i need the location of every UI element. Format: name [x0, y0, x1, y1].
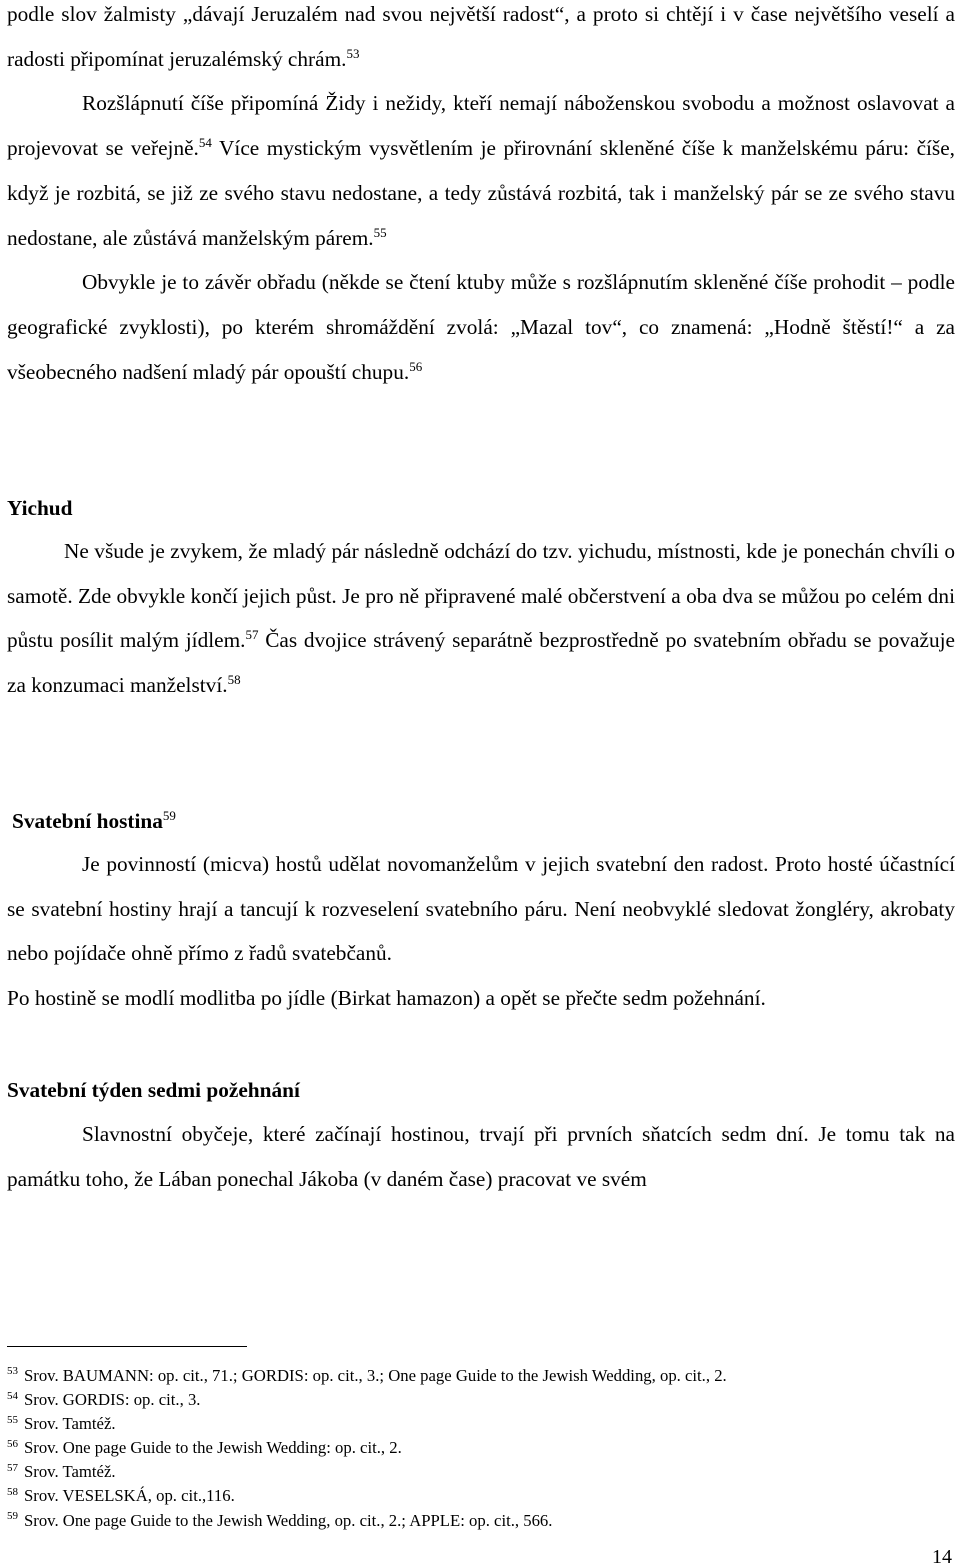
section-heading-svatebni-tyden: Svatební týden sedmi požehnání — [7, 1078, 300, 1102]
text-block-3 — [7, 842, 955, 1021]
footnote-text: Srov. Tamtéž. — [24, 1462, 116, 1482]
paragraph-text: Obvykle je to závěr obřadu (někde se čtení ktuby může s rozšlápnutím skleněné číše prohodit – podle geografické zvyklosti), po kterém shromáždění zvolá: „Mazal tov“, co znamená: „Hodně štěstí!“ a za všeobecného nadšení mladý pár opouští chupu. — [7, 270, 955, 384]
paragraph-1 — [7, 0, 955, 81]
footnote-separator — [7, 1346, 247, 1347]
footnote-58 — [7, 1484, 955, 1508]
footnote-number: 53 — [7, 1365, 18, 1378]
footnote-text: Srov. GORDIS: op. cit., 3. — [24, 1390, 201, 1410]
paragraph-text: Více mystickým vysvětlením je přirovnání skleněné číše k manželskému páru: číše, když je rozbitá, se již ze svého stavu nedostane, a tedy zůstává rozbitá, tak i manželský pár se ze svého stavu nedostane, ale zůstává manželským párem. — [7, 136, 956, 250]
footnote-ref-54[interactable]: 54 — [198, 135, 212, 151]
paragraph-text: Čas dvojice strávený separátně bezprostředně po svatebním obřadu se považuje za konzumaci manželství. — [7, 628, 955, 698]
text-block-1 — [7, 0, 955, 394]
footnote-text: Srov. One page Guide to the Jewish Wedding, op. cit., 2.; APPLE: op. cit., 566. — [24, 1510, 553, 1530]
paragraph-6 — [7, 976, 955, 1021]
footnotes — [7, 1364, 955, 1533]
text-block-2 — [7, 529, 955, 708]
footnote-ref-55[interactable]: 55 — [373, 224, 387, 240]
section-heading-svatebni-hostina — [12, 806, 176, 836]
footnote-55 — [7, 1412, 955, 1436]
text-block-4 — [7, 1112, 955, 1201]
footnote-number: 57 — [7, 1461, 18, 1474]
footnote-number: 58 — [7, 1485, 18, 1498]
footnote-56 — [7, 1436, 955, 1460]
page-number: 14 — [932, 1546, 952, 1568]
paragraph-text: Ne všude je zvykem, že mladý pár následně odchází do tzv. yichudu, místnosti, kde je ponechán chvíli o samotě. Zde obvykle končí jejich půst. Je pro ně připravené malé občerstvení a oba dva se můžou po celém dni půstu posílit malým jídlem. — [7, 539, 955, 653]
footnote-number: 55 — [7, 1413, 18, 1426]
footnote-57 — [7, 1460, 955, 1484]
footnote-54 — [7, 1388, 955, 1412]
paragraph-text: Po hostině se modlí modlitba po jídle (Birkat hamazon) a opět se přečte sedm požehnání. — [7, 986, 766, 1011]
section-heading-yichud: Yichud — [7, 496, 73, 520]
footnote-text: Srov. VESELSKÁ, op. cit.,116. — [24, 1486, 235, 1506]
footnote-ref-56[interactable]: 56 — [409, 358, 423, 374]
footnote-number: 56 — [7, 1437, 18, 1450]
footnote-text: Srov. Tamtéž. — [24, 1414, 116, 1434]
paragraph-3 — [7, 260, 955, 394]
paragraph-text: Rozšlápnutí číše připomíná Židy i nežidy, kteří nemají náboženskou svobodu a možnost oslavovat a projevovat se veřejně. — [7, 91, 955, 161]
footnote-ref-53[interactable]: 53 — [346, 45, 360, 61]
footnote-number: 54 — [7, 1389, 18, 1402]
paragraph-text: Je povinností (micva) hostů udělat novomanželům v jejich svatební den radost. Proto hosté účastnící se svatební hostiny hrají a tancují k rozveselení svatebního páru. Není neobvyklé sledovat žongléry, akrobaty nebo pojídače ohně přímo z řadů svatebčanů. — [7, 852, 955, 966]
paragraph-text: podle slov žalmisty „dávají Jeruzalém nad svou největší radost“, a proto si chtějí i v čase největšího veselí a radosti připomínat jeruzalémský chrám. — [7, 2, 955, 71]
footnote-number: 59 — [7, 1510, 18, 1522]
paragraph-4 — [7, 529, 955, 708]
footnote-ref-59[interactable]: 59 — [162, 807, 176, 823]
footnote-text: Srov. BAUMANN: op. cit., 71.; GORDIS: op. cit., 3.; One page Guide to the Jewish Wedding, op. cit., 2. — [24, 1366, 727, 1385]
paragraph-5 — [7, 842, 955, 976]
footnote-ref-58[interactable]: 58 — [227, 672, 241, 688]
heading-text: Svatební hostina — [12, 809, 163, 833]
footnote-53 — [7, 1364, 955, 1388]
footnote-ref-57[interactable]: 57 — [245, 627, 259, 643]
footnote-text: Srov. One page Guide to the Jewish Wedding: op. cit., 2. — [24, 1438, 402, 1458]
paragraph-text: Slavnostní obyčeje, které začínají hostinou, trvají při prvních sňatcích sedm dní. Je tomu tak na památku toho, že Lában ponechal Jákoba (v daném čase) pracovat ve svém — [7, 1122, 955, 1191]
footnote-59 — [7, 1509, 955, 1533]
paragraph-7 — [7, 1112, 955, 1201]
paragraph-2 — [7, 81, 955, 260]
